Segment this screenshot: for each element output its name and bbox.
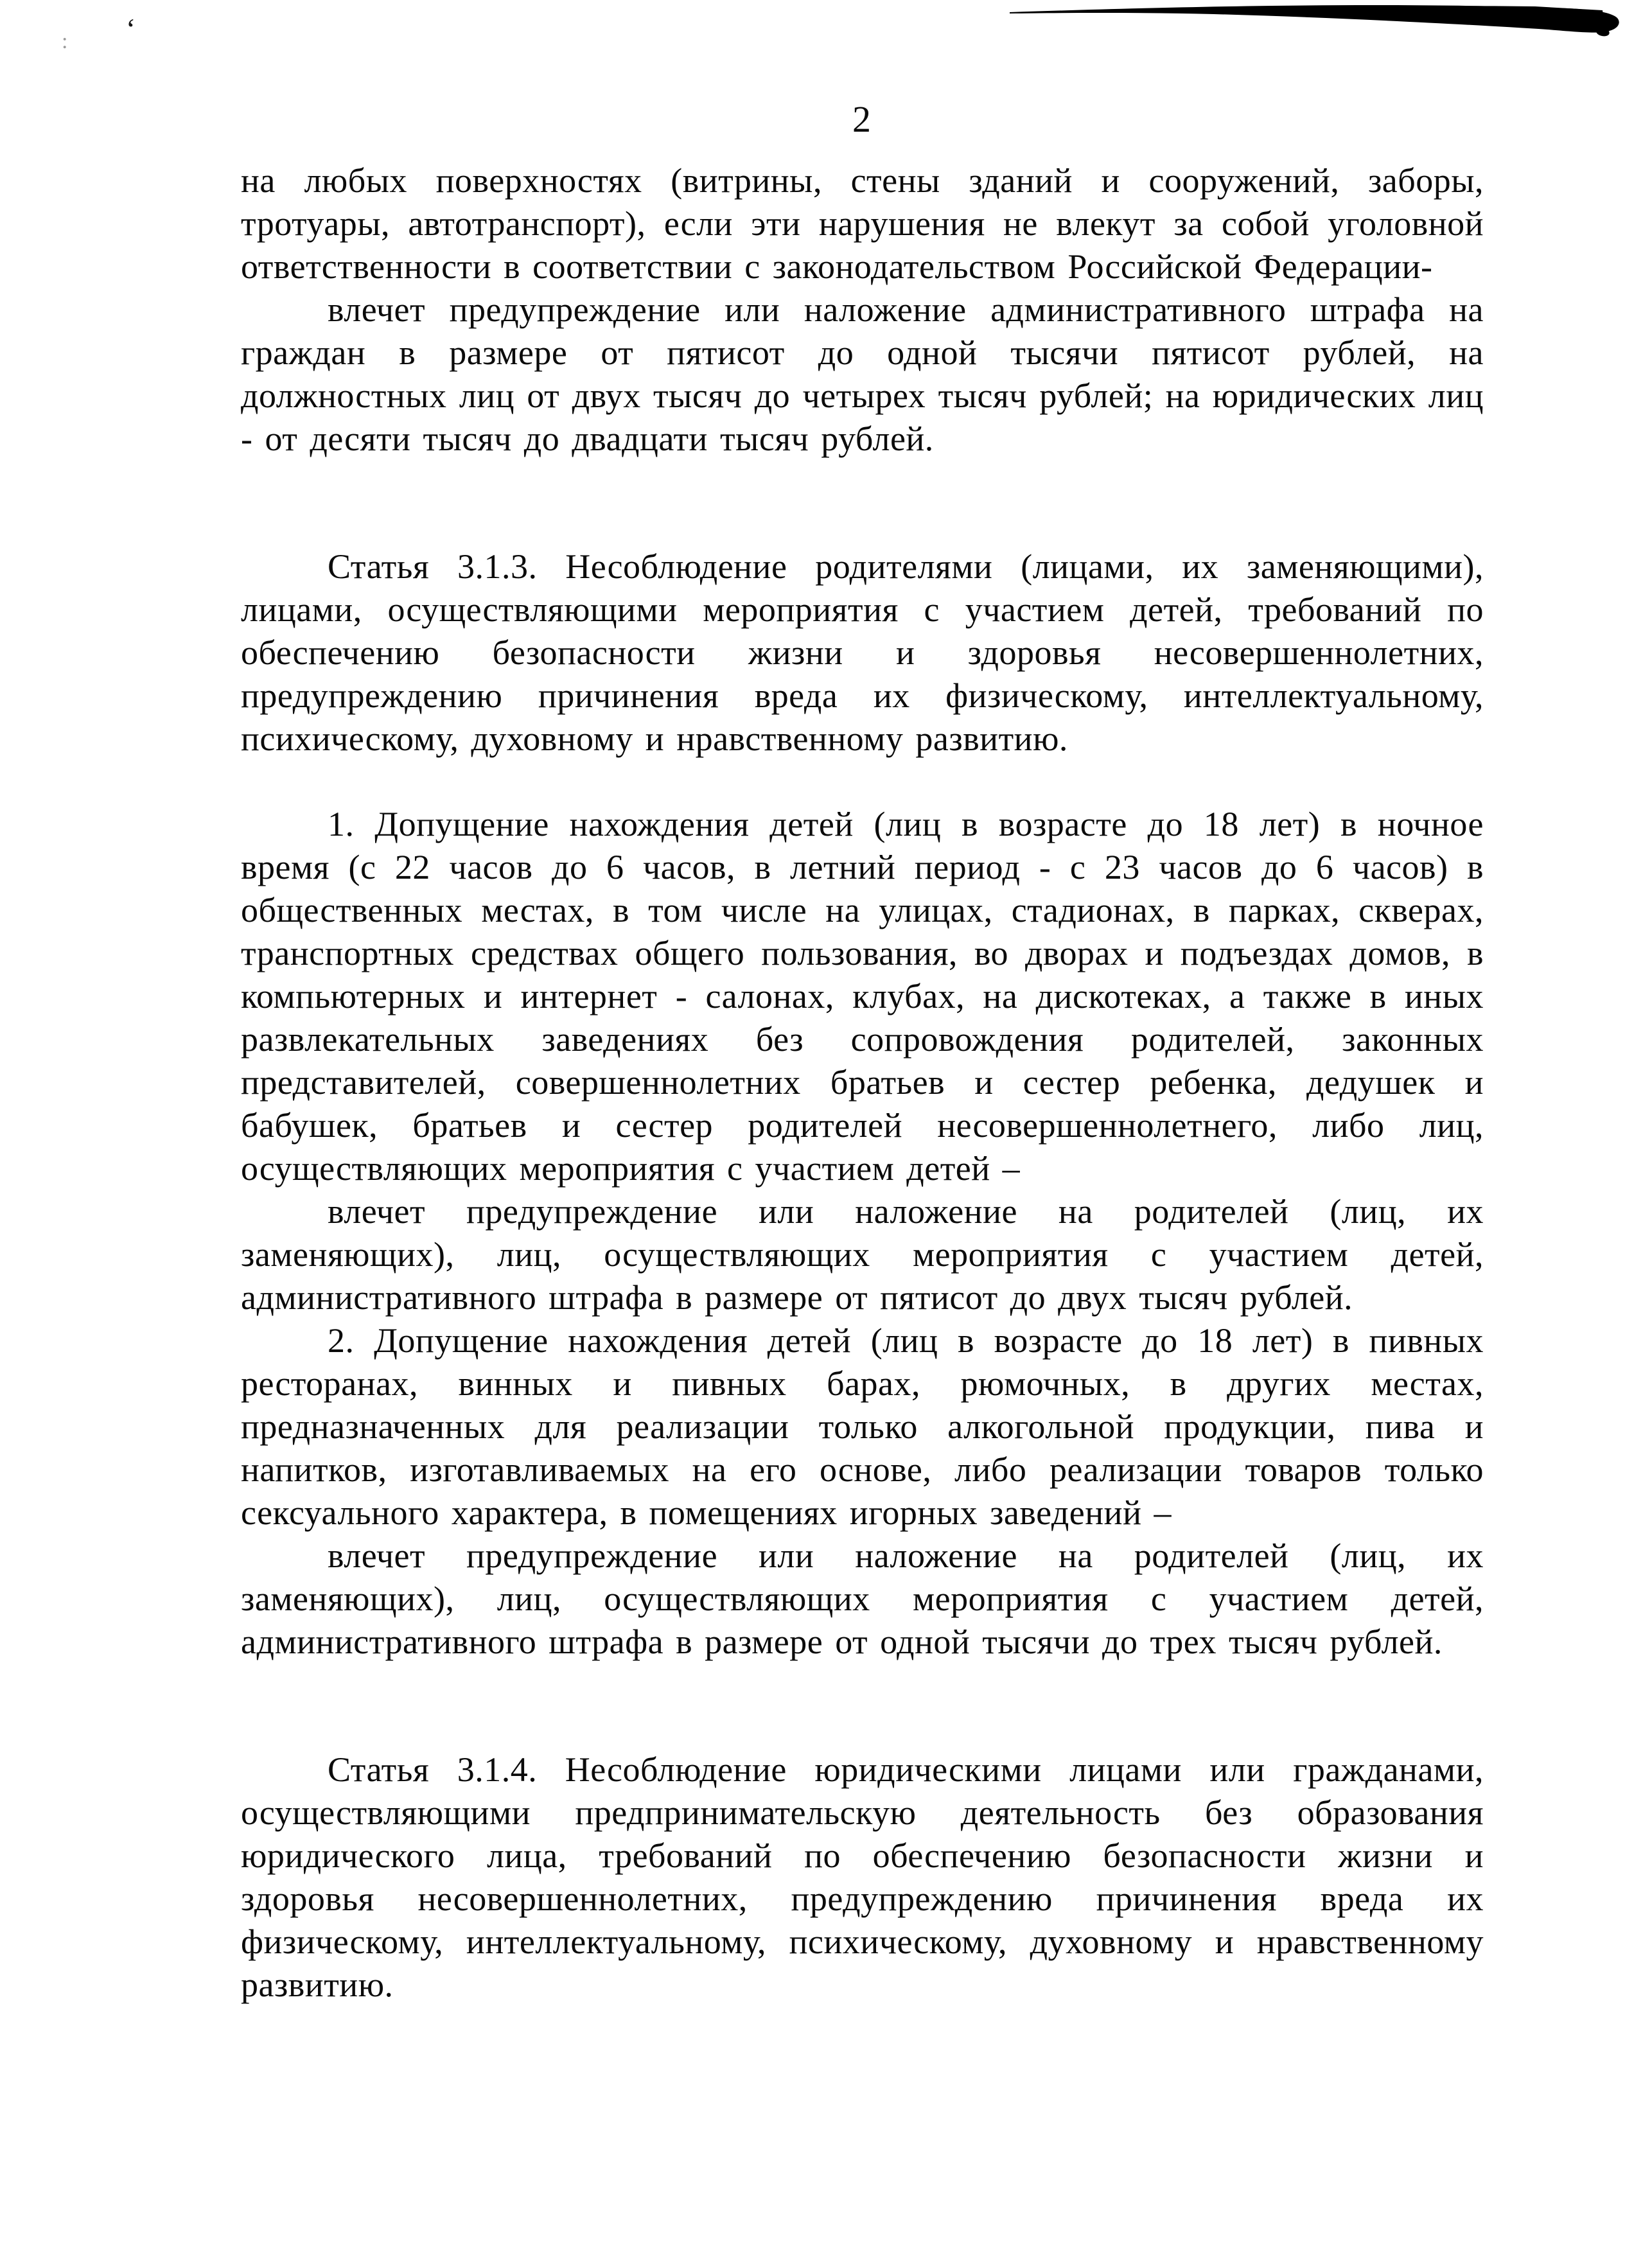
scanner-smudge-artifact	[970, 0, 1625, 45]
paragraph-sanction-part-1: влечет предупреждение или наложение на родителей (лиц, их заменяющих), лиц, осуществляющих мероприятия с участием детей, административного штрафа в размере от пятисот до двух тысяч рублей.	[241, 1192, 1484, 1317]
paragraph-article-3-1-3: Статья 3.1.3. Несоблюдение родителями (лицами, их заменяющими), лицами, осуществляющими мероприятия с участием детей, требований по обеспечению безопасности жизни и здоровья несовершеннолетних, предупреждению причинения вреда их физическому, интеллектуальному, психическому, духовному и нравственному развитию.	[241, 547, 1484, 758]
paragraph-sanction-general: влечет предупреждение или наложение административного штрафа на граждан в размере от пятисот до одной тысячи пятисот рублей, на должностных лиц от двух тысяч до четырех тысяч рублей; на юридических лиц - от десяти тысяч до двадцати тысяч рублей.	[241, 290, 1484, 458]
paragraph-sanction-part-2: влечет предупреждение или наложение на родителей (лиц, их заменяющих), лиц, осуществляющих мероприятия с участием детей, административного штрафа в размере от одной тысячи до трех тысяч рублей.	[241, 1536, 1484, 1661]
paragraph-continuation: на любых поверхностях (витрины, стены зданий и сооружений, заборы, тротуары, автотранспорт), если эти нарушения не влекут за собой уголовной ответственности в соответствии с законодательством Российской Федерации-	[241, 161, 1484, 286]
paragraph-article-3-1-4: Статья 3.1.4. Несоблюдение юридическими лицами или гражданами, осуществляющими предпринимательскую деятельность без образования юридического лица, требований по обеспечению безопасности жизни и здоровья несовершеннолетних, предупреждению причинения вреда их физическому, интеллектуальному, психическому, духовному и нравственному развитию.	[241, 1750, 1484, 2004]
page-number: 2	[852, 98, 872, 140]
stray-ink-mark-faint: :	[62, 30, 68, 53]
document-body-text	[241, 159, 1484, 2007]
stray-ink-mark: ‘	[126, 12, 136, 45]
paragraph-part-2: 2. Допущение нахождения детей (лиц в возрасте до 18 лет) в пивных ресторанах, винных и пивных барах, рюмочных, в других местах, предназначенных для реализации только алкогольной продукции, пива и напитков, изготавливаемых на его основе, либо реализации товаров только сексуального характера, в помещениях игорных заведений –	[241, 1321, 1484, 1532]
paragraph-part-1: 1. Допущение нахождения детей (лиц в возрасте до 18 лет) в ночное время (с 22 часов до 6 часов, в летний период - с 23 часов до 6 часов) в общественных местах, в том числе на улицах, стадионах, в парках, скверах, транспортных средствах общего пользования, во дворах и подъездах домов, в компьютерных и интернет - салонах, клубах, на дискотеках, а также в иных развлекательных заведениях без сопровождения родителей, законных представителей, совершеннолетних братьев и сестер ребенка, дедушек и бабушек, братьев и сестер родителей несовершеннолетнего, либо лиц, осуществляющих мероприятия с участием детей –	[241, 805, 1484, 1188]
